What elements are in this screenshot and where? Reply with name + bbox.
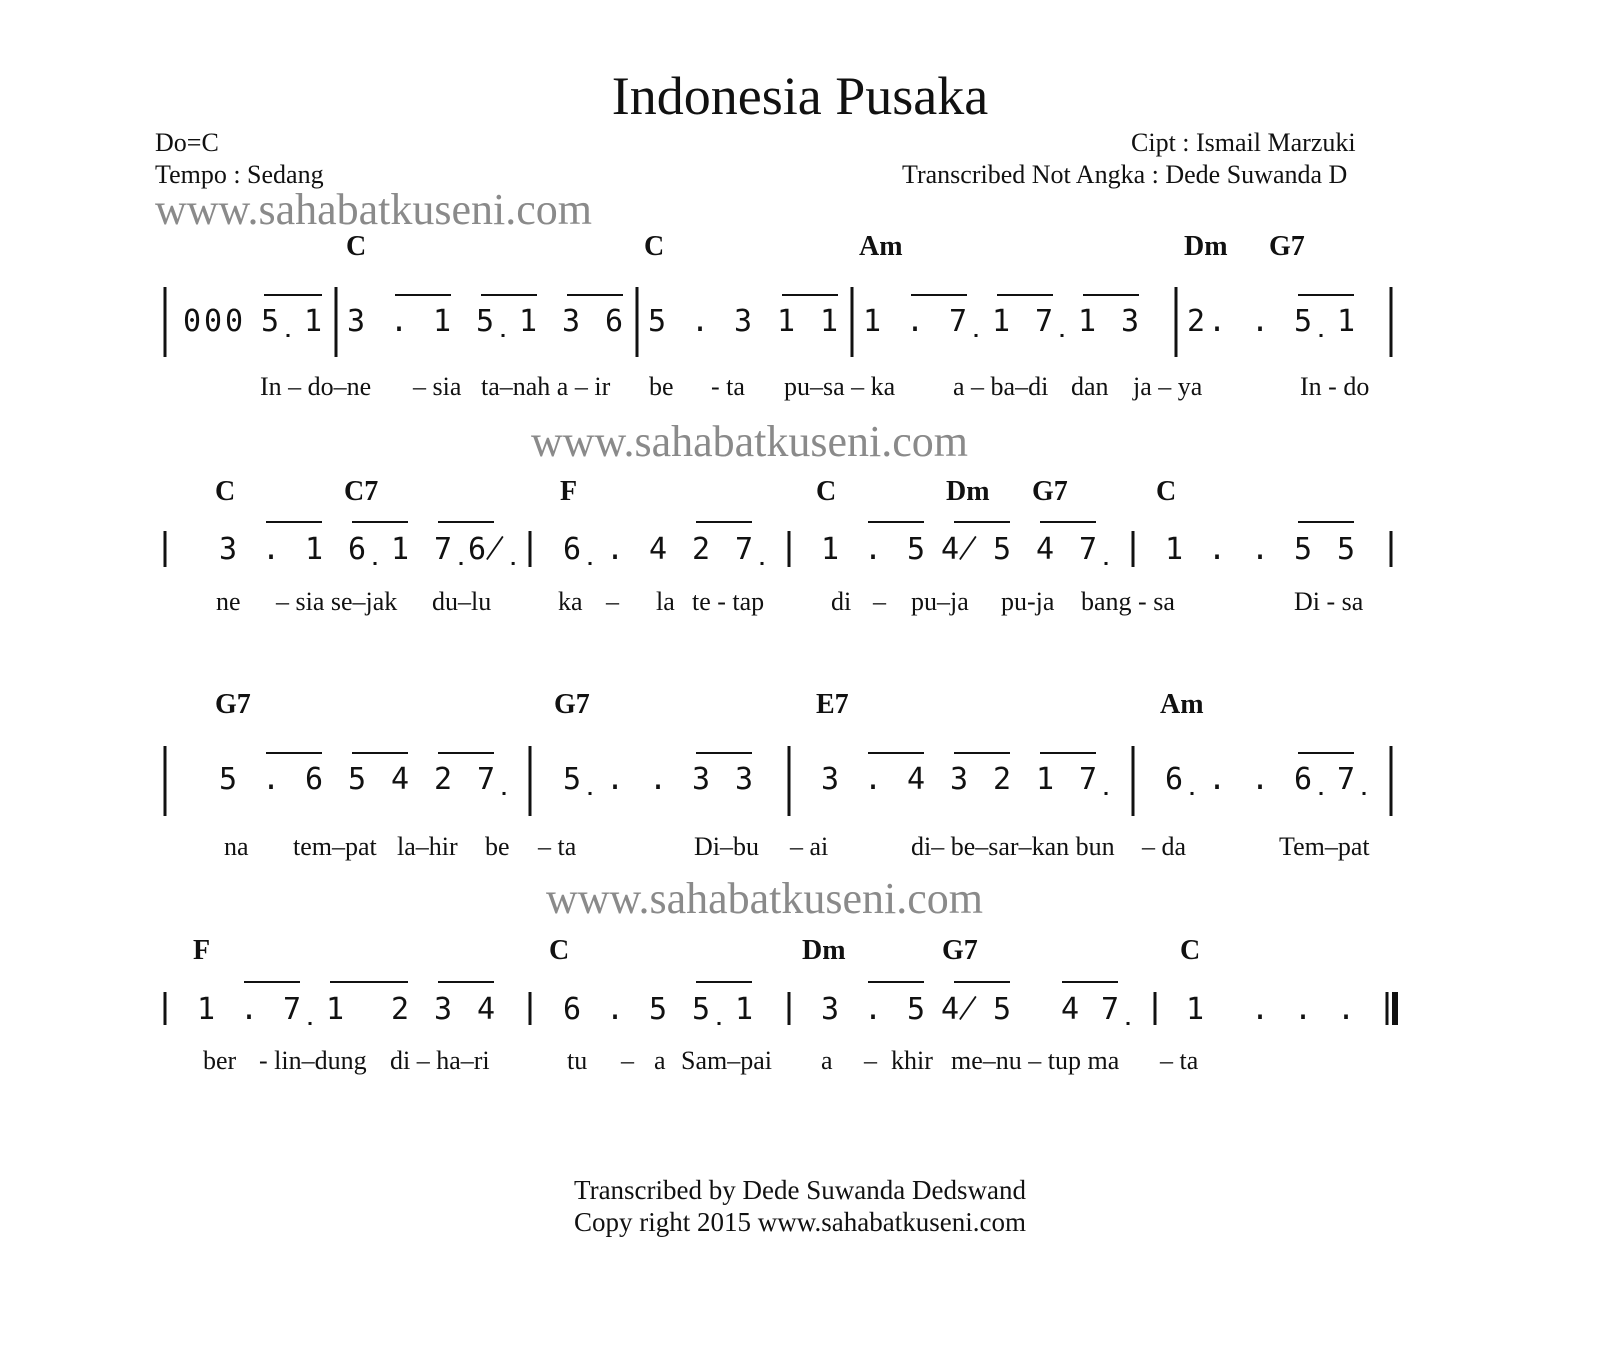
- note: .: [605, 762, 625, 797]
- lyric-syllable: In - do: [1300, 372, 1370, 401]
- chord-symbol: Am: [1160, 689, 1204, 720]
- note: 4: [1060, 992, 1080, 1027]
- lyric-syllable: la: [656, 587, 675, 616]
- lyric-syllable: a – ba–di: [953, 372, 1049, 401]
- lyric-syllable: be: [649, 372, 674, 401]
- lyric-syllable: - ta: [711, 372, 745, 401]
- note: 5̣: [691, 992, 711, 1027]
- beam-lines: [244, 295, 1354, 982]
- lyric-syllable: pu–sa – ka: [784, 372, 896, 401]
- lyric-syllable: dan: [1071, 372, 1109, 401]
- chord-symbol: C: [644, 231, 665, 262]
- lyric-syllable: ne: [216, 587, 241, 616]
- chord-symbol: C: [1156, 476, 1177, 507]
- note: .: [1250, 304, 1270, 339]
- bar-lines: [165, 287, 1391, 1025]
- lyric-syllable: ka: [558, 587, 583, 616]
- lyric-syllable: - lin–dung: [259, 1046, 367, 1075]
- lyric-syllable: – ta: [538, 832, 577, 861]
- note: 1: [303, 304, 323, 339]
- lyric-syllable: – ai: [790, 832, 829, 861]
- note: .: [905, 304, 925, 339]
- lyric-syllable: me–nu – tup ma: [951, 1046, 1120, 1075]
- note: 1: [196, 992, 216, 1027]
- song-title: Indonesia Pusaka: [611, 66, 989, 126]
- note: .: [1293, 992, 1313, 1027]
- note: 7̣: [1078, 532, 1098, 567]
- note: 6̣: [1164, 762, 1184, 797]
- note: .: [261, 532, 281, 567]
- note: 3: [1120, 304, 1140, 339]
- note: 1: [304, 532, 324, 567]
- chord-symbol: C: [1180, 935, 1201, 966]
- note: .: [1250, 992, 1270, 1027]
- note: .: [648, 762, 668, 797]
- note: 5: [218, 762, 238, 797]
- lyric-syllable: Di - sa: [1294, 587, 1364, 616]
- lyric-syllable: – sia: [413, 372, 462, 401]
- lyric-syllable: a: [821, 1046, 833, 1075]
- lyric-syllable: te - tap: [692, 587, 765, 616]
- note: 5: [648, 992, 668, 1027]
- chord-symbol: F: [193, 935, 211, 966]
- lyric-syllable: khir: [891, 1046, 933, 1075]
- note: 5: [1336, 532, 1356, 567]
- note: 1: [390, 532, 410, 567]
- note: .: [863, 762, 883, 797]
- note: 4: [1035, 532, 1055, 567]
- note: 6: [562, 992, 582, 1027]
- note: .: [1207, 532, 1227, 567]
- note: 1: [734, 992, 754, 1027]
- note: .: [1207, 762, 1227, 797]
- tempo-label: Tempo : Sedang: [155, 160, 324, 189]
- watermark: www.sahabatkuseni.com: [155, 185, 593, 234]
- note: 7̣: [476, 762, 496, 797]
- note: 3: [218, 532, 238, 567]
- note: 5̣: [475, 304, 495, 339]
- footer-transcribed-by: Transcribed by Dede Suwanda Dedswand: [574, 1175, 1026, 1205]
- note: 3: [820, 762, 840, 797]
- note: .: [605, 992, 625, 1027]
- note: 5̣: [1293, 304, 1313, 339]
- note: 2: [390, 992, 410, 1027]
- transcriber-credit: Transcribed Not Angka : Dede Suwanda D: [902, 160, 1348, 189]
- note: .: [863, 532, 883, 567]
- note: 1: [1077, 304, 1097, 339]
- note: .: [605, 532, 625, 567]
- note: 1: [1185, 992, 1205, 1027]
- lyric-syllable: tu: [567, 1046, 588, 1075]
- note: 4: [648, 532, 668, 567]
- note: .: [389, 304, 409, 339]
- note: 6: [604, 304, 624, 339]
- lyric-syllable: bang - sa: [1081, 587, 1175, 616]
- lyric-syllable: Sam–pai: [681, 1046, 772, 1075]
- lyric-syllable: pu–ja: [911, 587, 969, 616]
- chord-symbol: F: [560, 476, 578, 507]
- lyric-syllable: ber: [203, 1046, 237, 1075]
- note: 3: [734, 762, 754, 797]
- note: 2: [433, 762, 453, 797]
- note: 4̸: [941, 992, 978, 1027]
- note: 3: [433, 992, 453, 1027]
- chord-symbol: C: [215, 476, 236, 507]
- note: 3: [691, 762, 711, 797]
- lyric-syllable: Tem–pat: [1279, 832, 1370, 861]
- note: .: [1250, 532, 1270, 567]
- lyric-syllable: –: [864, 1046, 877, 1075]
- note: .: [261, 762, 281, 797]
- chord-symbol: Dm: [946, 476, 990, 507]
- lyric-syllable: be: [485, 832, 510, 861]
- lyric-syllable: di: [831, 587, 852, 616]
- note: 6̣: [347, 532, 367, 567]
- note: 7̣: [1034, 304, 1054, 339]
- note: 1: [820, 532, 840, 567]
- note: 7̣: [1100, 992, 1120, 1027]
- note: 0: [182, 304, 202, 339]
- footer-copyright: Copy right 2015 www.sahabatkuseni.com: [574, 1207, 1026, 1237]
- note: .: [690, 304, 710, 339]
- note: 5: [647, 304, 667, 339]
- lyric-syllable: na: [224, 832, 249, 861]
- lyric-syllable: a: [654, 1046, 666, 1075]
- note: 5: [347, 762, 367, 797]
- note: .: [863, 992, 883, 1027]
- lyric-syllable: la–hir: [397, 832, 458, 861]
- lyric-syllable: –: [873, 587, 886, 616]
- note: .: [1250, 762, 1270, 797]
- watermark: www.sahabatkuseni.com: [531, 417, 969, 466]
- note: 7̣: [1336, 762, 1356, 797]
- chord-symbol: C: [816, 476, 837, 507]
- chord-symbol: G7: [554, 689, 590, 720]
- chord-symbol: C7: [344, 476, 379, 507]
- lyric-syllable: di – ha–ri: [390, 1046, 490, 1075]
- chord-symbol: Dm: [1184, 231, 1228, 262]
- note: .: [1336, 992, 1356, 1027]
- note: 1: [325, 992, 345, 1027]
- lyric-syllable: ja – ya: [1133, 372, 1203, 401]
- note: 0: [224, 304, 244, 339]
- lyric-syllable: ta–nah a – ir: [481, 372, 611, 401]
- note: 1: [862, 304, 882, 339]
- note: 3: [949, 762, 969, 797]
- note: 1: [991, 304, 1011, 339]
- note: 4: [906, 762, 926, 797]
- note: 1: [1164, 532, 1184, 567]
- note: 2: [992, 762, 1012, 797]
- lyric-syllable: –: [606, 587, 619, 616]
- note: 7̣: [948, 304, 968, 339]
- note: 2: [1186, 304, 1206, 339]
- lyric-syllable: pu-ja: [1001, 587, 1055, 616]
- note: .: [1207, 304, 1227, 339]
- note: 3: [346, 304, 366, 339]
- note: 7̣: [282, 992, 302, 1027]
- note: 6: [304, 762, 324, 797]
- note: 1: [432, 304, 452, 339]
- note: 3: [561, 304, 581, 339]
- note: 3: [820, 992, 840, 1027]
- note: 5: [906, 992, 926, 1027]
- lyric-syllable: tem–pat: [293, 832, 377, 861]
- chord-symbol: G7: [1032, 476, 1068, 507]
- note: 4̸: [941, 532, 978, 567]
- chord-symbol: Dm: [802, 935, 846, 966]
- lyric-syllable: di– be–sar–kan bun: [911, 832, 1115, 861]
- end-bar-thick: [1392, 992, 1398, 1025]
- note: 6̸̣: [468, 532, 505, 567]
- lyric-syllable: Di–bu: [694, 832, 759, 861]
- note: 4: [390, 762, 410, 797]
- note: 1: [1035, 762, 1055, 797]
- chord-symbol: Am: [859, 231, 903, 262]
- note: 1: [1336, 304, 1356, 339]
- note: 4: [476, 992, 496, 1027]
- note: 5: [906, 532, 926, 567]
- note: 5: [992, 532, 1012, 567]
- note: 7̣: [734, 532, 754, 567]
- note: 5̣: [562, 762, 582, 797]
- note: 2: [691, 532, 711, 567]
- key-signature: Do=C: [155, 128, 219, 157]
- lyric-syllable: – da: [1142, 832, 1187, 861]
- note: 3: [733, 304, 753, 339]
- note: 7̣: [433, 532, 453, 567]
- note: 1: [518, 304, 538, 339]
- note: 6̣: [1293, 762, 1313, 797]
- note: 5: [1293, 532, 1313, 567]
- lyric-syllable: du–lu: [432, 587, 492, 616]
- chord-symbol: G7: [1269, 231, 1305, 262]
- note: .: [239, 992, 259, 1027]
- note: 0: [203, 304, 223, 339]
- chord-symbol: G7: [215, 689, 251, 720]
- note: 1: [776, 304, 796, 339]
- lyric-syllable: In – do–ne: [260, 372, 372, 401]
- chord-symbol: C: [549, 935, 570, 966]
- note: 1: [819, 304, 839, 339]
- chord-symbol: C: [346, 231, 367, 262]
- note: 7̣: [1078, 762, 1098, 797]
- chord-symbol: G7: [942, 935, 978, 966]
- chord-symbol: E7: [816, 689, 849, 720]
- note: 5̣: [260, 304, 280, 339]
- watermark: www.sahabatkuseni.com: [546, 874, 984, 923]
- lyric-syllable: – sia se–jak: [276, 587, 398, 616]
- lyric-syllable: –: [621, 1046, 634, 1075]
- composer-credit: Cipt : Ismail Marzuki: [1131, 128, 1356, 157]
- lyric-syllable: – ta: [1160, 1046, 1199, 1075]
- note: 5: [992, 992, 1012, 1027]
- note: 6̣: [562, 532, 582, 567]
